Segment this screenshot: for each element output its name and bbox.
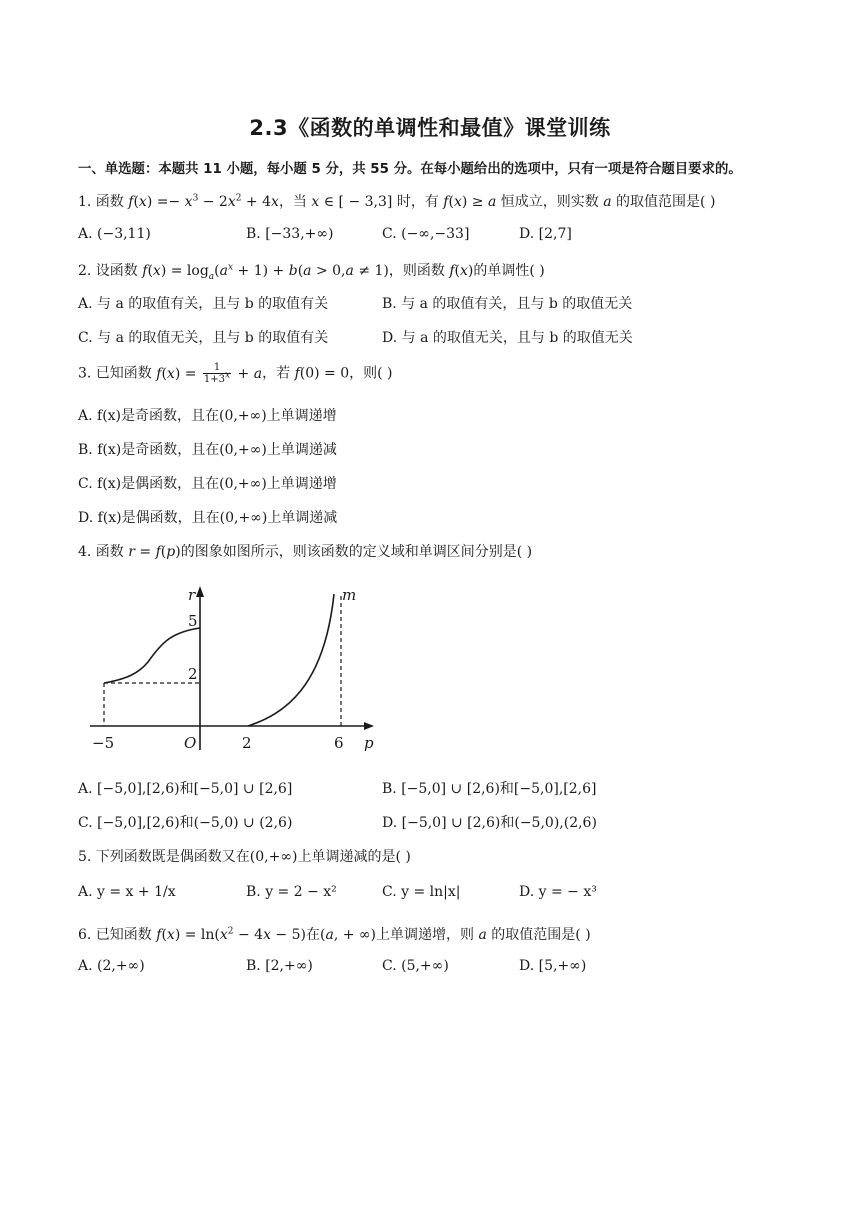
option-a: A. y = x + 1/x: [78, 884, 176, 900]
option-d: D. [−5,0] ∪ [2,6)和(−5,0),(2,6): [382, 815, 597, 831]
curve-left: [104, 628, 200, 683]
formula: $f(x) =- x^3 - 2x^2 + 4x$: [128, 193, 279, 210]
option-a: A. [−5,0],[2,6)和[−5,0] ∪ [2,6]: [78, 781, 293, 797]
tick-label: 2: [188, 665, 198, 683]
question-number: 5.: [78, 849, 92, 865]
formula: a: [478, 927, 487, 943]
section-heading: 一、单选题：本题共 11 小题，每小题 5 分，共 55 分。在每小题给出的选项中，只有一项是符合题目要求的。: [78, 162, 742, 177]
formula: a: [603, 194, 612, 210]
option-b: B. [−33,+∞): [246, 226, 334, 242]
tick-label: 6: [334, 734, 344, 752]
question-3-stem: 3. 已知函数 f(x) = $\frac{1}{1+3^x}$ + a，若 f(0) = 0，则( ): [78, 362, 393, 385]
option-a: A. 与 a 的取值有关，且与 b 的取值有关: [78, 296, 329, 312]
option-c: C. y = ln|x|: [382, 884, 461, 900]
question-2-stem: 2. 设函数 $f(x) = \log_a(a^x + 1) + b(a > 0,a \ne 1)$，则函数 f(x)的单调性( ): [78, 262, 545, 282]
option-a: A. (2,+∞): [78, 958, 145, 974]
option-c: C. (−∞,−33]: [382, 226, 470, 242]
curve-right: [248, 594, 334, 726]
tick-label: −5: [92, 734, 115, 752]
formula: r = f(p): [128, 544, 181, 560]
curve-label: m: [342, 586, 357, 604]
y-axis-arrow-icon: [196, 586, 204, 597]
formula: $f(x) = \log_a(a^x + 1) + b(a > 0,a \ne 1)$: [142, 262, 389, 282]
option-c: C. (5,+∞): [382, 958, 449, 974]
y-axis-label: r: [188, 586, 196, 604]
option-d: D. 与 a 的取值无关，且与 b 的取值无关: [382, 330, 633, 346]
question-number: 6.: [78, 927, 92, 943]
formula: f(x): [449, 263, 474, 279]
option-d: D. y = − x³: [519, 884, 597, 900]
formula: x ∈ [ − 3,3]: [311, 194, 393, 210]
question-5-stem: 5. 下列函数既是偶函数又在(0,+∞)上单调递减的是( ): [78, 849, 411, 865]
tick-label: 5: [188, 612, 198, 630]
option-b: B. [2,+∞): [246, 958, 313, 974]
question-6-stem: 6. 已知函数 $f(x) = \ln(x^2 - 4x - 5)$在(a, + ∞)上单调递增，则 a 的取值范围是( ): [78, 926, 591, 943]
function-graph: [84, 578, 384, 756]
page-title: 2.3《函数的单调性和最值》课堂训练: [249, 116, 611, 140]
option-b: B. y = 2 − x²: [246, 884, 337, 900]
formula: f(x) = $\frac{1}{1+3^x}$ + a: [156, 362, 263, 385]
question-number: 4.: [78, 544, 92, 560]
formula: f(x) ≥ a: [443, 194, 497, 210]
formula: $f(x) = \ln(x^2 - 4x - 5)$: [156, 926, 306, 943]
option-c: C. 与 a 的取值无关，且与 b 的取值有关: [78, 330, 329, 346]
option-d: D. [5,+∞): [519, 958, 587, 974]
question-number: 1.: [78, 194, 92, 210]
option-c: C. [−5,0],[2,6)和(−5,0) ∪ (2,6): [78, 815, 293, 831]
x-axis-label: p: [364, 734, 374, 752]
x-axis-arrow-icon: [364, 722, 374, 730]
option-a: A. f(x)是奇函数，且在(0,+∞)上单调递增: [78, 408, 337, 424]
option-d: D. [2,7]: [519, 226, 572, 242]
option-d: D. f(x)是偶函数，且在(0,+∞)上单调递减: [78, 510, 338, 526]
question-1-stem: 1. 函数 $f(x) =- x^3 - 2x^2 + 4x$，当 x ∈ [ − 3,3] 时，有 f(x) ≥ a 恒成立，则实数 a 的取值范围是( ): [78, 193, 716, 210]
origin-label: O: [184, 734, 197, 752]
question-number: 3.: [78, 365, 92, 382]
option-b: B. f(x)是奇函数，且在(0,+∞)上单调递减: [78, 442, 337, 458]
formula: f(0) = 0: [294, 365, 350, 382]
question-4-stem: 4. 函数 r = f(p)的图象如图所示，则该函数的定义域和单调区间分别是( ): [78, 544, 533, 560]
option-c: C. f(x)是偶函数，且在(0,+∞)上单调递增: [78, 476, 337, 492]
option-b: B. [−5,0] ∪ [2,6)和[−5,0],[2,6]: [382, 781, 597, 797]
question-number: 2.: [78, 263, 92, 279]
option-b: B. 与 a 的取值有关，且与 b 的取值无关: [382, 296, 633, 312]
option-a: A. (−3,11): [78, 226, 151, 242]
tick-label: 2: [242, 734, 252, 752]
formula: (a, + ∞): [319, 927, 377, 943]
